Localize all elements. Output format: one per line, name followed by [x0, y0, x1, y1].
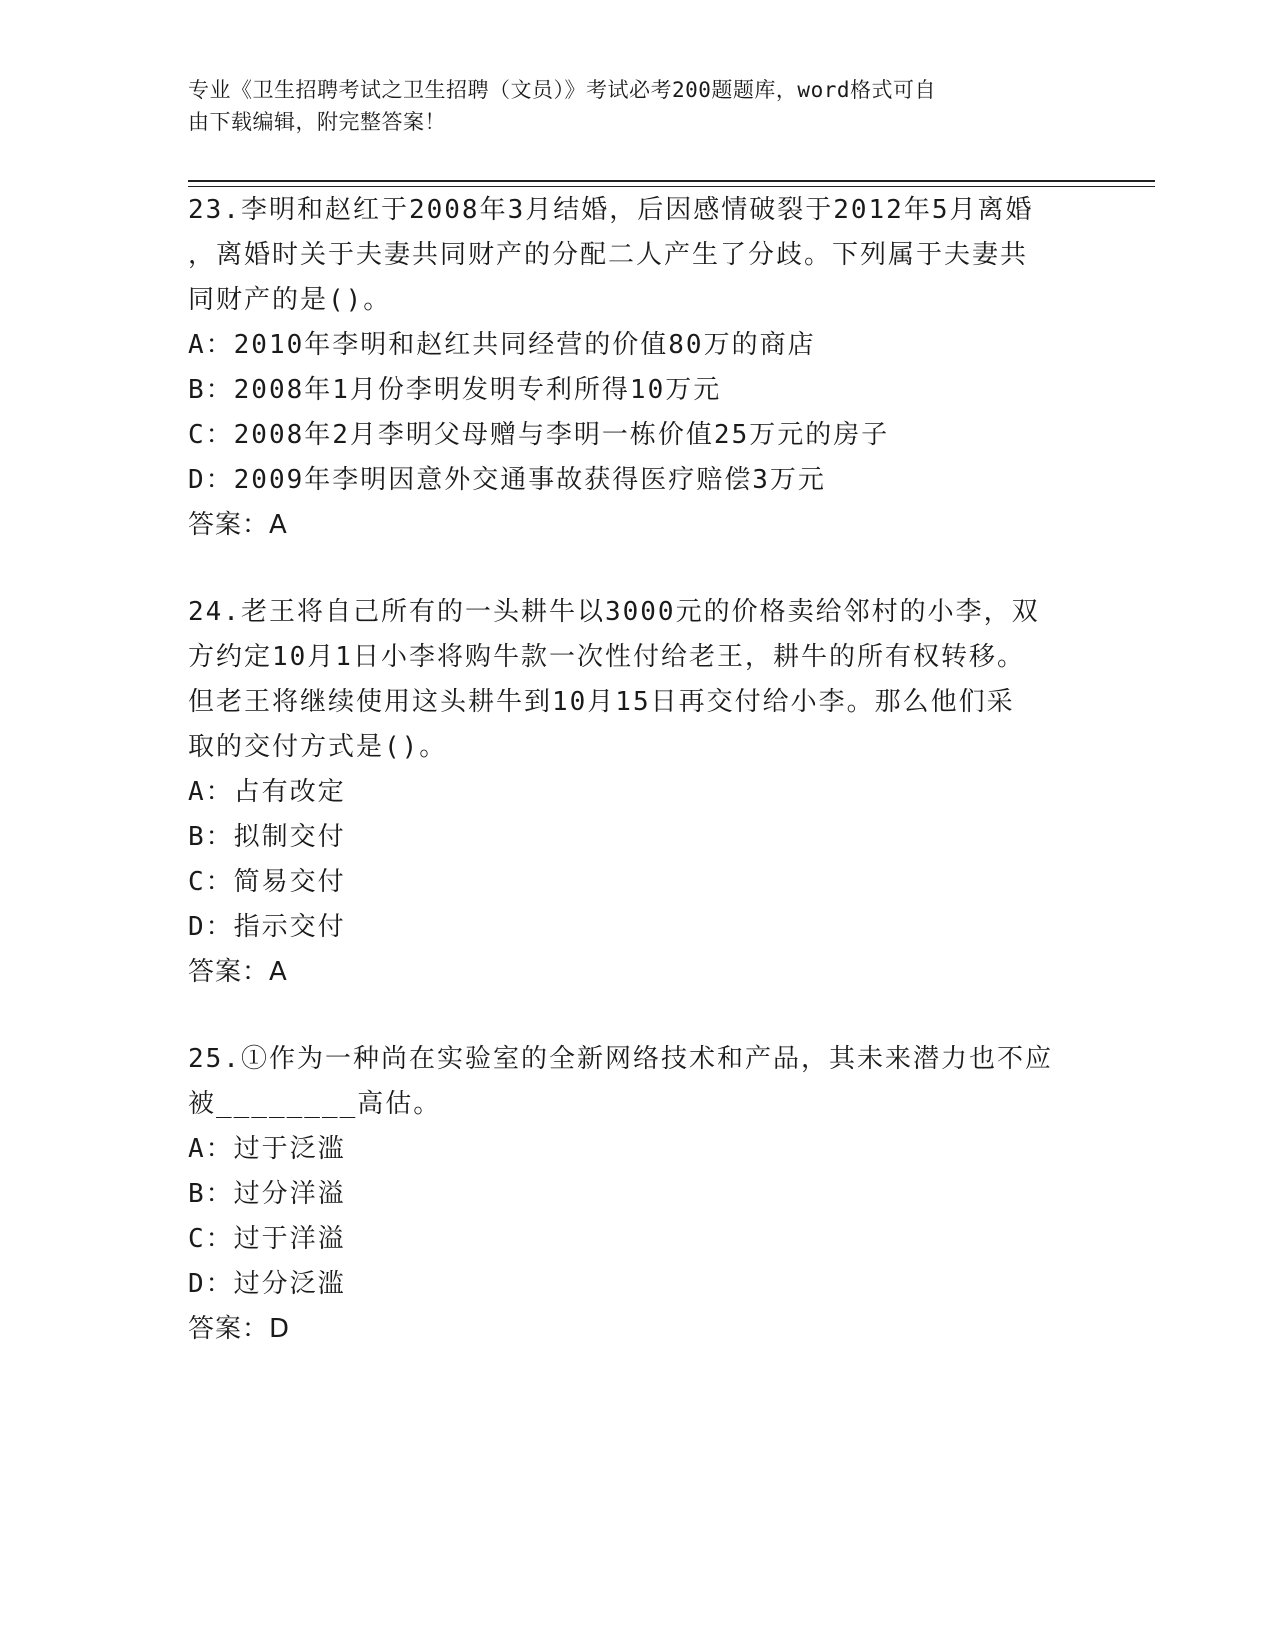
- option-d: D：过分泛滥: [188, 1269, 346, 1299]
- header-line-2: 由下载编辑，附完整答案！: [188, 110, 446, 134]
- question-text-line: ，离婚时关于夫妻共同财产的分配二人产生了分歧。下列属于夫妻共: [188, 240, 1029, 270]
- option-c: C：简易交付: [188, 867, 346, 897]
- option-d: D：指示交付: [188, 912, 346, 942]
- document-header: [188, 74, 1088, 138]
- header-line-1: 专业《卫生招聘考试之卫生招聘（文员）》考试必考200题题库，word格式可自: [188, 78, 936, 102]
- question-24: [188, 590, 1088, 995]
- option-b: B：拟制交付: [188, 822, 346, 852]
- question-text-line: 被________高估。: [188, 1089, 442, 1119]
- option-b: B：2008年1月份李明发明专利所得10万元: [188, 375, 722, 405]
- question-text-line: 25.①作为一种尚在实验室的全新网络技术和产品，其未来潜力也不应: [188, 1044, 1053, 1074]
- answer-label: 答案：D: [188, 1314, 291, 1344]
- question-spacer: [188, 995, 1088, 1037]
- question-text-line: 同财产的是()。: [188, 285, 392, 315]
- question-text-line: 但老王将继续使用这头耕牛到10月15日再交付给小李。那么他们采: [188, 687, 1015, 717]
- header-divider-thin: [188, 186, 1155, 187]
- question-text-line: 23.李明和赵红于2008年3月结婚，后因感情破裂于2012年5月离婚: [188, 195, 1034, 225]
- question-spacer: [188, 548, 1088, 590]
- option-c: C：2008年2月李明父母赠与李明一栋价值25万元的房子: [188, 420, 890, 450]
- question-text-line: 24.老王将自己所有的一头耕牛以3000元的价格卖给邻村的小李，双: [188, 597, 1040, 627]
- option-a: A：过于泛滥: [188, 1134, 346, 1164]
- option-c: C：过于洋溢: [188, 1224, 346, 1254]
- header-divider-thick: [188, 180, 1155, 182]
- question-25: [188, 1037, 1088, 1352]
- option-a: A：2010年李明和赵红共同经营的价值80万的商店: [188, 330, 816, 360]
- answer-label: 答案：A: [188, 510, 288, 540]
- question-text-line: 方约定10月1日小李将购牛款一次性付给老王，耕牛的所有权转移。: [188, 642, 1025, 672]
- option-b: B：过分洋溢: [188, 1179, 346, 1209]
- question-text-line: 取的交付方式是()。: [188, 732, 448, 762]
- option-a: A：占有改定: [188, 777, 346, 807]
- answer-label: 答案：A: [188, 957, 288, 987]
- option-d: D：2009年李明因意外交通事故获得医疗赔偿3万元: [188, 465, 826, 495]
- question-23: [188, 188, 1088, 548]
- questions-list: [188, 188, 1088, 1352]
